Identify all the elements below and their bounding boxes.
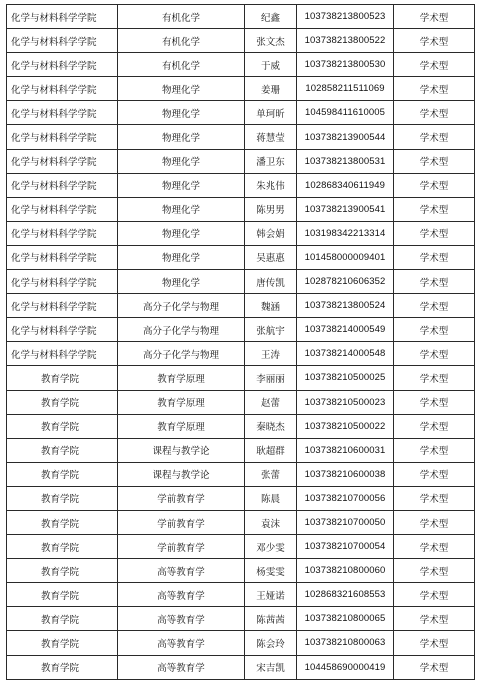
college-cell: 化学与材料科学学院 (7, 173, 118, 197)
candidate-id-cell: 103738214000549 (297, 318, 394, 342)
table-row (7, 535, 475, 559)
candidate-id-cell: 103738213800524 (297, 294, 394, 318)
student-name-cell: 姜珊 (245, 77, 297, 101)
table-row (7, 318, 475, 342)
college-cell: 教育学院 (7, 510, 118, 534)
degree-type-cell: 学术型 (394, 270, 475, 294)
degree-type-cell: 学术型 (394, 414, 475, 438)
student-name-cell: 张蕾 (245, 462, 297, 486)
table-row (7, 101, 475, 125)
student-name-cell: 邓少雯 (245, 535, 297, 559)
candidate-id-cell: 103738210600031 (297, 438, 394, 462)
major-cell: 高分子化学与物理 (118, 318, 245, 342)
major-cell: 高等教育学 (118, 607, 245, 631)
degree-type-cell: 学术型 (394, 583, 475, 607)
major-cell: 学前教育学 (118, 535, 245, 559)
candidate-id-cell: 103738210700056 (297, 486, 394, 510)
candidate-id-cell: 103738213800522 (297, 29, 394, 53)
college-cell: 教育学院 (7, 390, 118, 414)
college-cell: 教育学院 (7, 414, 118, 438)
student-name-cell: 陈晨 (245, 486, 297, 510)
candidate-id-cell: 103738213800531 (297, 149, 394, 173)
degree-type-cell: 学术型 (394, 101, 475, 125)
candidate-id-cell: 103738213900544 (297, 125, 394, 149)
college-cell: 教育学院 (7, 535, 118, 559)
degree-type-cell: 学术型 (394, 294, 475, 318)
student-name-cell: 于威 (245, 53, 297, 77)
degree-type-cell: 学术型 (394, 173, 475, 197)
candidate-id-cell: 103738213800530 (297, 53, 394, 77)
major-cell: 高等教育学 (118, 583, 245, 607)
table-row (7, 197, 475, 221)
table-row (7, 607, 475, 631)
table-row (7, 77, 475, 101)
candidate-id-cell: 101458000009401 (297, 245, 394, 269)
major-cell: 高等教育学 (118, 559, 245, 583)
major-cell: 有机化学 (118, 5, 245, 29)
candidate-id-cell: 103198342213314 (297, 221, 394, 245)
college-cell: 化学与材料科学学院 (7, 77, 118, 101)
table-row (7, 270, 475, 294)
candidate-id-cell: 102868340611949 (297, 173, 394, 197)
candidate-id-cell: 103738210700050 (297, 510, 394, 534)
college-cell: 教育学院 (7, 559, 118, 583)
student-name-cell: 秦晓杰 (245, 414, 297, 438)
major-cell: 物理化学 (118, 245, 245, 269)
major-cell: 物理化学 (118, 270, 245, 294)
candidate-id-cell: 103738210800063 (297, 631, 394, 655)
candidate-id-cell: 103738210700054 (297, 535, 394, 559)
student-name-cell: 纪鑫 (245, 5, 297, 29)
admission-list-table (6, 4, 475, 680)
student-name-cell: 张文杰 (245, 29, 297, 53)
major-cell: 高分子化学与物理 (118, 294, 245, 318)
table-row (7, 486, 475, 510)
student-name-cell: 张航宇 (245, 318, 297, 342)
student-name-cell: 蒋慧莹 (245, 125, 297, 149)
table-row (7, 655, 475, 679)
major-cell: 物理化学 (118, 101, 245, 125)
student-name-cell: 唐传凯 (245, 270, 297, 294)
candidate-id-cell: 103738213900541 (297, 197, 394, 221)
degree-type-cell: 学术型 (394, 125, 475, 149)
table-row (7, 173, 475, 197)
candidate-id-cell: 104598411610005 (297, 101, 394, 125)
student-name-cell: 宋吉凯 (245, 655, 297, 679)
candidate-id-cell: 103738210800060 (297, 559, 394, 583)
degree-type-cell: 学术型 (394, 5, 475, 29)
major-cell: 学前教育学 (118, 510, 245, 534)
college-cell: 化学与材料科学学院 (7, 149, 118, 173)
table-row (7, 29, 475, 53)
student-name-cell: 吴惠惠 (245, 245, 297, 269)
student-name-cell: 杨雯雯 (245, 559, 297, 583)
college-cell: 教育学院 (7, 583, 118, 607)
major-cell: 学前教育学 (118, 486, 245, 510)
major-cell: 有机化学 (118, 53, 245, 77)
college-cell: 教育学院 (7, 655, 118, 679)
degree-type-cell: 学术型 (394, 390, 475, 414)
degree-type-cell: 学术型 (394, 29, 475, 53)
major-cell: 物理化学 (118, 197, 245, 221)
candidate-id-cell: 103738210500023 (297, 390, 394, 414)
major-cell: 高等教育学 (118, 631, 245, 655)
table-row (7, 390, 475, 414)
college-cell: 化学与材料科学学院 (7, 294, 118, 318)
college-cell: 化学与材料科学学院 (7, 5, 118, 29)
table-row (7, 583, 475, 607)
table-row (7, 559, 475, 583)
candidate-id-cell: 103738210500025 (297, 366, 394, 390)
major-cell: 课程与教学论 (118, 438, 245, 462)
table-row (7, 53, 475, 77)
college-cell: 化学与材料科学学院 (7, 53, 118, 77)
degree-type-cell: 学术型 (394, 245, 475, 269)
degree-type-cell: 学术型 (394, 438, 475, 462)
college-cell: 教育学院 (7, 486, 118, 510)
degree-type-cell: 学术型 (394, 77, 475, 101)
degree-type-cell: 学术型 (394, 366, 475, 390)
degree-type-cell: 学术型 (394, 221, 475, 245)
candidate-id-cell: 103738210500022 (297, 414, 394, 438)
major-cell: 物理化学 (118, 125, 245, 149)
degree-type-cell: 学术型 (394, 197, 475, 221)
college-cell: 教育学院 (7, 438, 118, 462)
table-row (7, 149, 475, 173)
table-row (7, 5, 475, 29)
table-row (7, 631, 475, 655)
student-name-cell: 耿超群 (245, 438, 297, 462)
major-cell: 课程与教学论 (118, 462, 245, 486)
table-row (7, 342, 475, 366)
student-name-cell: 潘卫东 (245, 149, 297, 173)
student-name-cell: 魏涵 (245, 294, 297, 318)
table-body (7, 5, 475, 680)
table-row (7, 462, 475, 486)
major-cell: 高分子化学与物理 (118, 342, 245, 366)
student-name-cell: 李丽丽 (245, 366, 297, 390)
major-cell: 高等教育学 (118, 655, 245, 679)
degree-type-cell: 学术型 (394, 559, 475, 583)
candidate-id-cell: 103738210800065 (297, 607, 394, 631)
candidate-id-cell: 104458690000419 (297, 655, 394, 679)
degree-type-cell: 学术型 (394, 486, 475, 510)
major-cell: 物理化学 (118, 149, 245, 173)
major-cell: 物理化学 (118, 77, 245, 101)
degree-type-cell: 学术型 (394, 510, 475, 534)
major-cell: 教育学原理 (118, 390, 245, 414)
college-cell: 化学与材料科学学院 (7, 270, 118, 294)
degree-type-cell: 学术型 (394, 342, 475, 366)
major-cell: 教育学原理 (118, 414, 245, 438)
college-cell: 化学与材料科学学院 (7, 245, 118, 269)
student-name-cell: 韩会娟 (245, 221, 297, 245)
table-row (7, 245, 475, 269)
candidate-id-cell: 103738210600038 (297, 462, 394, 486)
college-cell: 化学与材料科学学院 (7, 125, 118, 149)
college-cell: 化学与材料科学学院 (7, 29, 118, 53)
degree-type-cell: 学术型 (394, 607, 475, 631)
table-row (7, 221, 475, 245)
degree-type-cell: 学术型 (394, 631, 475, 655)
major-cell: 有机化学 (118, 29, 245, 53)
table-row (7, 438, 475, 462)
college-cell: 教育学院 (7, 607, 118, 631)
student-name-cell: 陈茜茜 (245, 607, 297, 631)
college-cell: 教育学院 (7, 631, 118, 655)
student-name-cell: 王娅诺 (245, 583, 297, 607)
student-name-cell: 王涛 (245, 342, 297, 366)
candidate-id-cell: 103738214000548 (297, 342, 394, 366)
degree-type-cell: 学术型 (394, 535, 475, 559)
table-row (7, 366, 475, 390)
degree-type-cell: 学术型 (394, 462, 475, 486)
degree-type-cell: 学术型 (394, 149, 475, 173)
college-cell: 化学与材料科学学院 (7, 197, 118, 221)
college-cell: 教育学院 (7, 366, 118, 390)
candidate-id-cell: 102878210606352 (297, 270, 394, 294)
college-cell: 化学与材料科学学院 (7, 221, 118, 245)
degree-type-cell: 学术型 (394, 53, 475, 77)
student-name-cell: 陈男男 (245, 197, 297, 221)
major-cell: 物理化学 (118, 173, 245, 197)
table-row (7, 125, 475, 149)
candidate-id-cell: 102858211511069 (297, 77, 394, 101)
student-name-cell: 单珂昕 (245, 101, 297, 125)
table-row (7, 510, 475, 534)
table-row (7, 294, 475, 318)
student-name-cell: 袁沫 (245, 510, 297, 534)
degree-type-cell: 学术型 (394, 318, 475, 342)
major-cell: 物理化学 (118, 221, 245, 245)
candidate-id-cell: 103738213800523 (297, 5, 394, 29)
candidate-id-cell: 102868321608553 (297, 583, 394, 607)
student-name-cell: 陈会玲 (245, 631, 297, 655)
table-row (7, 414, 475, 438)
college-cell: 教育学院 (7, 462, 118, 486)
student-name-cell: 朱兆伟 (245, 173, 297, 197)
student-name-cell: 赵蕾 (245, 390, 297, 414)
degree-type-cell: 学术型 (394, 655, 475, 679)
college-cell: 化学与材料科学学院 (7, 318, 118, 342)
major-cell: 教育学原理 (118, 366, 245, 390)
college-cell: 化学与材料科学学院 (7, 342, 118, 366)
college-cell: 化学与材料科学学院 (7, 101, 118, 125)
